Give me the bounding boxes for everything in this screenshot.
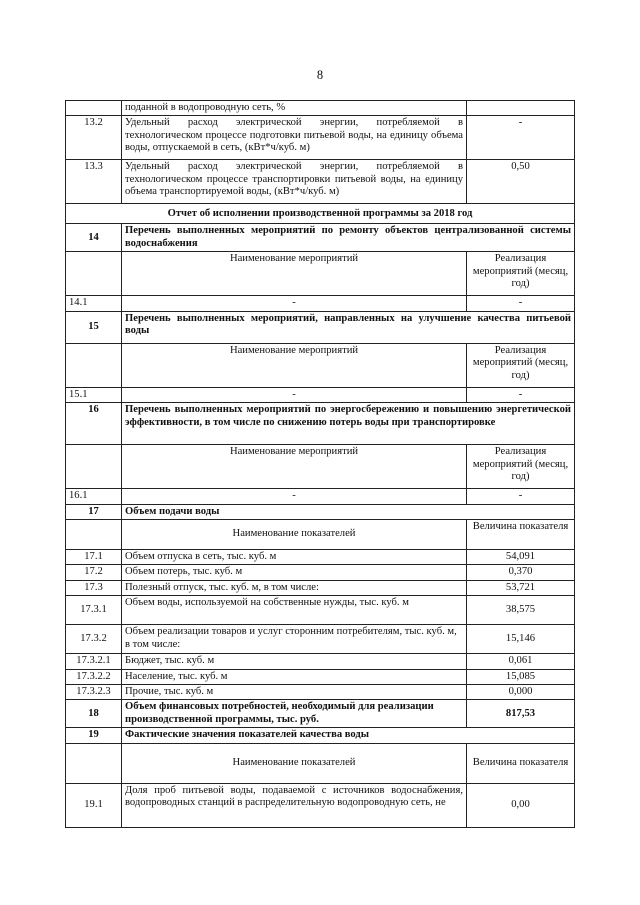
column-header-name: Наименование показателей	[122, 520, 467, 550]
row-number: 14.1	[66, 296, 122, 311]
row-number: 17.3.1	[66, 596, 122, 625]
row-number: 13.3	[66, 160, 122, 204]
table-row	[66, 654, 575, 669]
table-row	[66, 160, 575, 204]
row-description: Удельный расход электрической энергии, потребляемой в технологическом процессе подготовки питьевой воды, на единицу объема воды, отпускаемой в сеть, (кВт*ч/куб. м)	[122, 116, 467, 160]
column-header-row	[66, 343, 575, 387]
row-name: Объем воды, используемой на собственные нужды, тыс. куб. м	[122, 596, 467, 625]
section-value: 817,53	[467, 700, 575, 728]
row-number: 17.1	[66, 550, 122, 565]
section-header-row	[66, 224, 575, 252]
column-header-name: Наименование мероприятий	[122, 445, 467, 489]
column-header-value: Величина показателя	[467, 520, 575, 550]
row-value: -	[467, 116, 575, 160]
column-header-name: Наименование мероприятий	[122, 343, 467, 387]
table-row	[66, 625, 575, 654]
row-name: Население, тыс. куб. м	[122, 669, 467, 684]
table-row	[66, 116, 575, 160]
section-number: 17	[66, 504, 122, 519]
row-name: Прочие, тыс. куб. м	[122, 685, 467, 700]
row-value	[467, 101, 575, 116]
row-number: 17.3.2.1	[66, 654, 122, 669]
section-header-row	[66, 700, 575, 728]
row-number: 17.3.2.2	[66, 669, 122, 684]
table-row	[66, 550, 575, 565]
table-row	[66, 669, 575, 684]
table-row	[66, 101, 575, 116]
row-description: поданной в водопроводную сеть, %	[122, 101, 467, 116]
table-row	[66, 489, 575, 504]
report-heading-row	[66, 204, 575, 224]
column-header-name: Наименование показателей	[122, 743, 467, 783]
section-number: 14	[66, 224, 122, 252]
row-name: -	[122, 296, 467, 311]
section-header-row	[66, 311, 575, 343]
page-number: 8	[316, 68, 324, 82]
column-header-row	[66, 252, 575, 296]
section-number: 18	[66, 700, 122, 728]
section-title: Перечень выполненных мероприятий, направленных на улучшение качества питьевой воды	[122, 311, 575, 343]
document-table	[65, 100, 575, 828]
column-header-value: Величина показателя	[467, 743, 575, 783]
row-description: Удельный расход электрической энергии, потребляемой в технологическом процессе транспортировки питьевой воды, на единицу объема транспортируемой воды, (кВт*ч/куб. м)	[122, 160, 467, 204]
section-title: Перечень выполненных мероприятий по ремонту объектов централизованной системы водоснабжения	[122, 224, 575, 252]
column-header-row	[66, 743, 575, 783]
row-name: Доля проб питьевой воды, подаваемой с источников водоснабжения, водопроводных станций в распределительную водопроводную сеть, не	[122, 783, 467, 827]
row-value: 54,091	[467, 550, 575, 565]
row-number: 17.3.2.3	[66, 685, 122, 700]
row-value: 0,00	[467, 783, 575, 827]
table-row	[66, 296, 575, 311]
row-value: 15,146	[467, 625, 575, 654]
section-title: Фактические значения показателей качества воды	[122, 728, 575, 743]
table-row	[66, 783, 575, 827]
column-header-value: Реализация мероприятий (месяц, год)	[467, 445, 575, 489]
column-header-name: Наименование мероприятий	[122, 252, 467, 296]
section-title: Объем подачи воды	[122, 504, 575, 519]
row-value: -	[467, 296, 575, 311]
row-value: -	[467, 489, 575, 504]
row-number: 13.2	[66, 116, 122, 160]
row-value: 53,721	[467, 580, 575, 595]
row-number: 16.1	[66, 489, 122, 504]
row-name: Объем реализации товаров и услуг сторонним потребителям, тыс. куб. м, в том числе:	[122, 625, 467, 654]
row-value: -	[467, 387, 575, 402]
row-name: Полезный отпуск, тыс. куб. м, в том числе:	[122, 580, 467, 595]
row-name: -	[122, 489, 467, 504]
table-row	[66, 565, 575, 580]
column-header-row	[66, 520, 575, 550]
column-header-value: Реализация мероприятий (месяц, год)	[467, 252, 575, 296]
row-value: 0,370	[467, 565, 575, 580]
row-value: 38,575	[467, 596, 575, 625]
row-number: 17.2	[66, 565, 122, 580]
row-name: Объем отпуска в сеть, тыс. куб. м	[122, 550, 467, 565]
section-title: Объем финансовых потребностей, необходимый для реализации производственной программы, тыс. руб.	[122, 700, 467, 728]
table-row	[66, 387, 575, 402]
table-row	[66, 580, 575, 595]
section-header-row	[66, 504, 575, 519]
section-number: 15	[66, 311, 122, 343]
row-name: -	[122, 387, 467, 402]
row-value: 0,000	[467, 685, 575, 700]
row-name: Бюджет, тыс. куб. м	[122, 654, 467, 669]
row-number: 19.1	[66, 783, 122, 827]
section-header-row	[66, 728, 575, 743]
section-header-row	[66, 403, 575, 445]
row-number	[66, 101, 122, 116]
row-value: 0,061	[467, 654, 575, 669]
section-number: 19	[66, 728, 122, 743]
row-value: 0,50	[467, 160, 575, 204]
section-title: Перечень выполненных мероприятий по энергосбережению и повышению энергетической эффективности, в том числе по снижению потерь воды при транспортировке	[122, 403, 575, 445]
table-row	[66, 685, 575, 700]
row-number: 15.1	[66, 387, 122, 402]
section-number: 16	[66, 403, 122, 445]
column-header-value: Реализация мероприятий (месяц, год)	[467, 343, 575, 387]
row-number: 17.3	[66, 580, 122, 595]
table-row	[66, 596, 575, 625]
row-value: 15,085	[467, 669, 575, 684]
column-header-row	[66, 445, 575, 489]
report-heading: Отчет об исполнении производственной программы за 2018 год	[66, 204, 575, 224]
row-name: Объем потерь, тыс. куб. м	[122, 565, 467, 580]
row-number: 17.3.2	[66, 625, 122, 654]
